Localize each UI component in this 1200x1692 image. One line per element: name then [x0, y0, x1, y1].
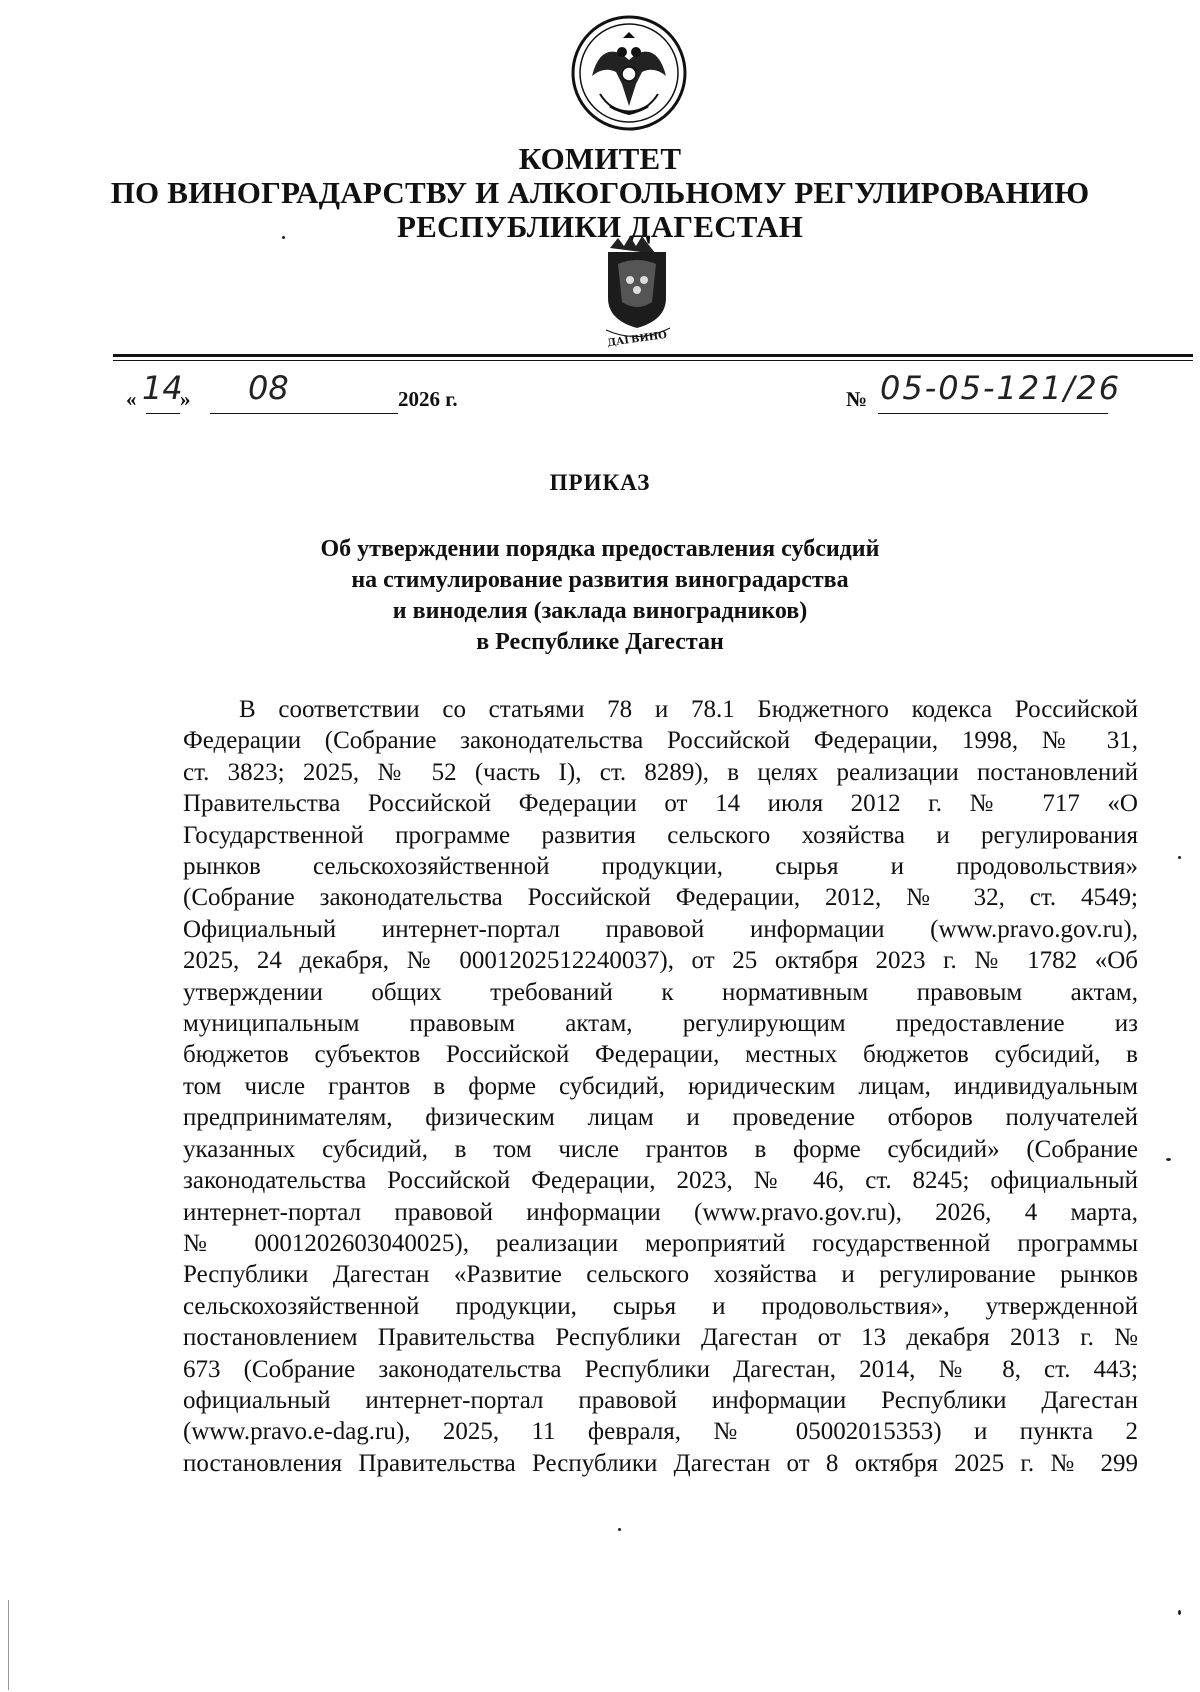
body-line: том числе грантов в форме субсидий, юридическим лицам, индивидуальным: [183, 1072, 1138, 1100]
body-line: 673 (Собрание законодательства Республики Дагестан, 2014, № 8, ст. 443;: [183, 1355, 1138, 1383]
body-line: бюджетов субъектов Российской Федерации, местных бюджетов субсидий, в: [183, 1041, 1138, 1069]
body-line: 2025, 24 декабря, № 0001202512240037), от 25 октября 2023 г. № 1782 «Об: [183, 947, 1138, 975]
body-line: постановлением Правительства Республики Дагестан от 13 декабря 2013 г. №: [183, 1324, 1138, 1352]
body-line: В соответствии со статьями 78 и 78.1 Бюджетного кодекса Российской: [239, 696, 1138, 723]
header-rule-thick: [113, 354, 1193, 357]
day-underline: [146, 413, 180, 414]
body-paragraph: [183, 694, 1138, 1479]
scan-speck: [282, 236, 285, 239]
month-underline: [210, 413, 398, 414]
body-line: интернет-портал правовой информации (www.pravo.gov.ru), 2026, 4 марта,: [183, 1198, 1138, 1226]
body-line: Официальный интернет-портал правовой информации (www.pravo.gov.ru),: [183, 915, 1138, 943]
header-rule-thin: [113, 360, 1193, 361]
committee-line-2: ПО ВИНОГРАДАРСТВУ И АЛКОГОЛЬНОМУ РЕГУЛИРОВАНИЮ: [110, 175, 1090, 210]
body-line: Федерации (Собрание законодательства Российской Федерации, 1998, № 31,: [183, 727, 1138, 755]
dagvino-logo-icon: [592, 232, 682, 350]
body-line: сельскохозяйственной продукции, сырья и продовольствия», утвержденной: [183, 1292, 1138, 1320]
number-label: №: [846, 387, 868, 411]
body-line: рынков сельскохозяйственной продукции, сырья и продовольствия»: [183, 853, 1138, 881]
body-line: предпринимателям, физическим лицам и проведение отборов получателей: [183, 1104, 1138, 1132]
committee-line-1: КОМИТЕТ: [518, 141, 682, 176]
scan-speck: [618, 1528, 621, 1531]
body-line: Государственной программе развития сельского хозяйства и регулирования: [183, 821, 1138, 849]
subject-line-1: Об утверждении порядка предоставления субсидий: [320, 536, 880, 562]
body-line: (Собрание законодательства Российской Федерации, 2012, № 32, ст. 4549;: [183, 884, 1138, 912]
logo-caption: ДАГВИНО: [606, 329, 668, 350]
body-line: указанных субсидий, в том числе грантов в форме субсидий» (Собрание: [183, 1135, 1138, 1163]
body-line: муниципальным правовым актам, регулирующим предоставление из: [183, 1010, 1138, 1038]
body-line: ст. 3823; 2025, № 52 (часть I), ст. 8289), в целях реализации постановлений: [183, 758, 1138, 786]
document-number-handwritten: 05-05-121/26: [880, 369, 1122, 407]
scan-speck: [1166, 1158, 1171, 1161]
coat-of-arms-icon: [570, 14, 688, 132]
body-line: (www.pravo.e-dag.ru), 2025, 11 февраля, № 05002015353) и пункта 2: [183, 1418, 1138, 1446]
date-month-handwritten: 08: [248, 369, 289, 407]
date-close-quote: »: [180, 387, 191, 411]
date-year: 2026 г.: [398, 387, 458, 411]
document-subject: [200, 534, 1000, 658]
subject-line-3: и виноделия (заклада виноградников): [392, 598, 808, 624]
subject-line-4: в Республике Дагестан: [476, 629, 724, 655]
subject-line-2: на стимулирование развития виноградарства: [351, 567, 849, 593]
document-title: ПРИКАЗ: [549, 470, 651, 495]
date-open-quote: «: [126, 387, 137, 411]
body-line: утверждении общих требований к нормативным правовым актам,: [183, 978, 1138, 1006]
scan-speck: [1178, 856, 1181, 859]
body-line: постановления Правительства Республики Дагестан от 8 октября 2025 г. № 299: [183, 1449, 1138, 1477]
date-day-handwritten: 14: [142, 369, 183, 407]
body-line: Правительства Российской Федерации от 14 июля 2012 г. № 717 «О: [183, 790, 1138, 818]
scan-speck: [1178, 1610, 1181, 1615]
number-underline: [878, 413, 1108, 414]
body-line: Республики Дагестан «Развитие сельского хозяйства и регулирование рынков: [183, 1261, 1138, 1289]
scan-margin-line: [8, 1600, 9, 1690]
committee-line-3: РЕСПУБЛИКИ ДАГЕСТАН: [396, 209, 804, 244]
body-line: № 0001202603040025), реализации мероприятий государственной программы: [183, 1229, 1138, 1257]
body-line: официальный интернет-портал правовой информации Республики Дагестан: [183, 1386, 1138, 1414]
body-line: законодательства Российской Федерации, 2023, № 46, ст. 8245; официальный: [183, 1167, 1138, 1195]
